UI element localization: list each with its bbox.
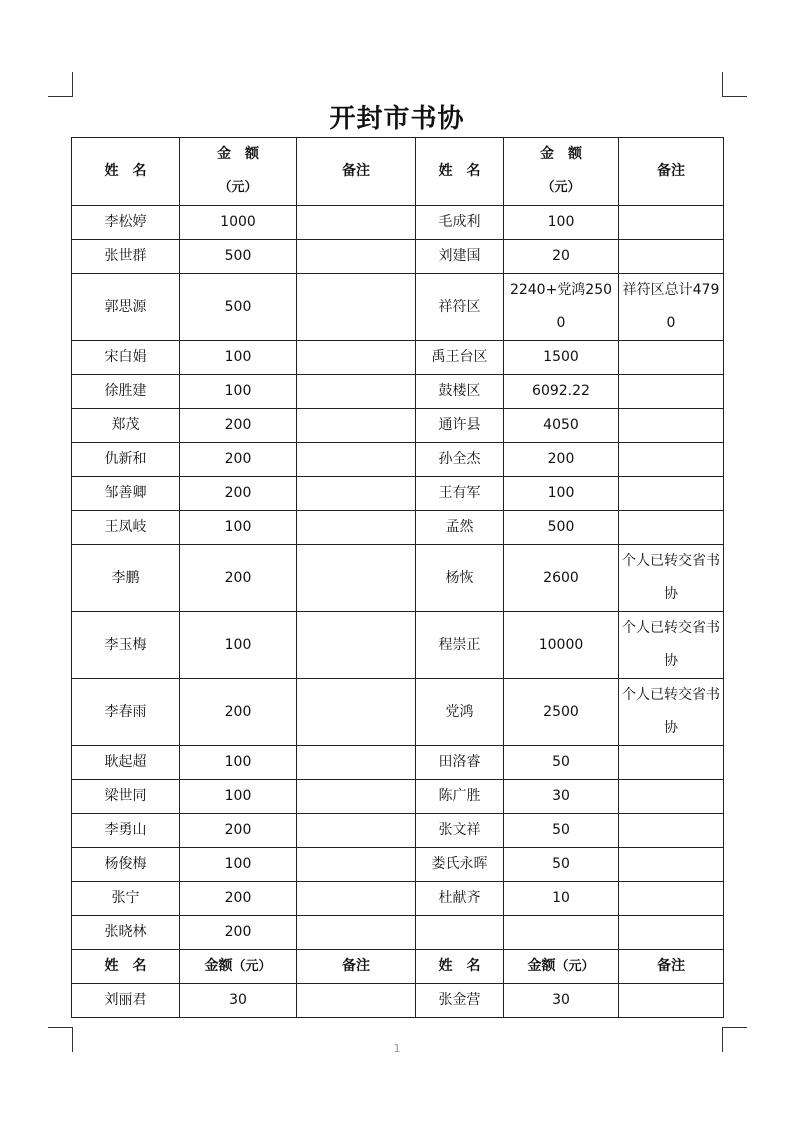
cell-name-right: 孙全杰 <box>416 443 504 477</box>
cell-name-left: 徐胜建 <box>72 375 180 409</box>
cell-amount-left: 200 <box>180 916 297 950</box>
cell-note-right <box>619 375 724 409</box>
cell-note-left <box>297 780 416 814</box>
table-row <box>72 240 724 274</box>
crop-mark-top-left <box>48 72 73 97</box>
cell-note-left <box>297 375 416 409</box>
cell-note-right <box>619 206 724 240</box>
cell-name-left: 张宁 <box>72 882 180 916</box>
cell-amount-right: 50 <box>504 848 619 882</box>
table-row <box>72 780 724 814</box>
cell-name-left: 郑茂 <box>72 409 180 443</box>
cell-amount-right: 6092.22 <box>504 375 619 409</box>
cell-note-right <box>619 443 724 477</box>
table-row <box>72 545 724 612</box>
table-row <box>72 916 724 950</box>
cell-amount-right: 50 <box>504 746 619 780</box>
cell-name-right: 田洛睿 <box>416 746 504 780</box>
cell-name-left: 邹善卿 <box>72 477 180 511</box>
cell-name-right: 张金营 <box>416 984 504 1018</box>
cell-note-right <box>619 814 724 848</box>
header2-amount-right: 金额（元） <box>504 950 619 984</box>
table-body <box>72 206 724 950</box>
cell-note-left <box>297 240 416 274</box>
header2-note-left: 备注 <box>297 950 416 984</box>
cell-name-left: 耿起超 <box>72 746 180 780</box>
table-row <box>72 848 724 882</box>
header2-amount-left: 金额（元） <box>180 950 297 984</box>
cell-name-right: 娄氏永晖 <box>416 848 504 882</box>
header-note-left: 备注 <box>297 138 416 206</box>
cell-amount-left: 200 <box>180 679 297 746</box>
cell-note-left <box>297 206 416 240</box>
table-row <box>72 511 724 545</box>
cell-note-right <box>619 848 724 882</box>
cell-amount-right: 2600 <box>504 545 619 612</box>
header-row <box>72 138 724 206</box>
header2-note-right: 备注 <box>619 950 724 984</box>
table-row <box>72 814 724 848</box>
cell-amount-left: 200 <box>180 882 297 916</box>
cell-name-left: 张世群 <box>72 240 180 274</box>
cell-note-right <box>619 409 724 443</box>
page-number: 1 <box>393 1042 401 1055</box>
cell-note-left <box>297 511 416 545</box>
cell-note-right <box>619 984 724 1018</box>
cell-name-left: 仇新和 <box>72 443 180 477</box>
header-unit-left: （元） <box>218 180 258 195</box>
cell-note-left <box>297 612 416 679</box>
cell-note-right: 个人已转交省书协 <box>619 679 724 746</box>
cell-amount-left: 500 <box>180 240 297 274</box>
cell-amount-right <box>504 916 619 950</box>
cell-note-left <box>297 848 416 882</box>
crop-mark-top-right <box>722 72 747 97</box>
header-amount-left: 金 额 （元） <box>180 138 297 206</box>
cell-name-right: 禹王台区 <box>416 341 504 375</box>
table-row <box>72 206 724 240</box>
cell-note-right <box>619 780 724 814</box>
cell-note-right <box>619 882 724 916</box>
cell-amount-left: 200 <box>180 477 297 511</box>
cell-note-right <box>619 916 724 950</box>
cell-name-right: 孟然 <box>416 511 504 545</box>
cell-name-left: 李玉梅 <box>72 612 180 679</box>
cell-name-left: 李松婷 <box>72 206 180 240</box>
cell-amount-right: 50 <box>504 814 619 848</box>
table-body-2 <box>72 984 724 1018</box>
table-row <box>72 443 724 477</box>
table-row <box>72 274 724 341</box>
cell-note-left <box>297 984 416 1018</box>
cell-note-right: 个人已转交省书协 <box>619 545 724 612</box>
cell-note-left <box>297 545 416 612</box>
cell-name-left: 张晓林 <box>72 916 180 950</box>
cell-amount-right: 1500 <box>504 341 619 375</box>
cell-note-left <box>297 882 416 916</box>
cell-note-left <box>297 814 416 848</box>
cell-note-left <box>297 341 416 375</box>
cell-amount-right: 20 <box>504 240 619 274</box>
cell-amount-left: 200 <box>180 443 297 477</box>
cell-name-right: 杜献齐 <box>416 882 504 916</box>
cell-name-right: 党鸿 <box>416 679 504 746</box>
cell-amount-left: 30 <box>180 984 297 1018</box>
cell-amount-right: 100 <box>504 477 619 511</box>
cell-amount-right: 100 <box>504 206 619 240</box>
cell-note-right <box>619 240 724 274</box>
cell-name-right: 祥符区 <box>416 274 504 341</box>
cell-amount-left: 500 <box>180 274 297 341</box>
header-row-2 <box>72 950 724 984</box>
cell-amount-right: 10000 <box>504 612 619 679</box>
cell-note-right: 祥符区总计4790 <box>619 274 724 341</box>
cell-note-left <box>297 274 416 341</box>
cell-amount-left: 200 <box>180 545 297 612</box>
cell-amount-left: 100 <box>180 746 297 780</box>
table-row <box>72 612 724 679</box>
cell-name-right: 程崇正 <box>416 612 504 679</box>
cell-name-left: 杨俊梅 <box>72 848 180 882</box>
cell-name-right <box>416 916 504 950</box>
cell-note-left <box>297 477 416 511</box>
header-name-right: 姓 名 <box>416 138 504 206</box>
cell-amount-left: 100 <box>180 511 297 545</box>
cell-note-left <box>297 443 416 477</box>
cell-note-right <box>619 477 724 511</box>
cell-name-right: 鼓楼区 <box>416 375 504 409</box>
cell-name-right: 毛成利 <box>416 206 504 240</box>
cell-name-left: 刘丽君 <box>72 984 180 1018</box>
donation-table <box>71 137 724 1018</box>
cell-name-left: 梁世同 <box>72 780 180 814</box>
cell-note-left <box>297 746 416 780</box>
cell-amount-right: 2500 <box>504 679 619 746</box>
table-row <box>72 375 724 409</box>
cell-name-right: 陈广胜 <box>416 780 504 814</box>
cell-name-left: 李鹏 <box>72 545 180 612</box>
header-unit-right: （元） <box>541 180 581 195</box>
header2-name-right: 姓 名 <box>416 950 504 984</box>
page-title: 开封市书协 <box>329 104 465 134</box>
cell-name-right: 刘建国 <box>416 240 504 274</box>
cell-amount-left: 1000 <box>180 206 297 240</box>
cell-name-right: 通许县 <box>416 409 504 443</box>
header-name-left: 姓 名 <box>72 138 180 206</box>
cell-amount-left: 100 <box>180 848 297 882</box>
cell-amount-right: 2240+党鸿2500 <box>504 274 619 341</box>
cell-amount-right: 10 <box>504 882 619 916</box>
cell-note-right <box>619 511 724 545</box>
cell-note-left <box>297 679 416 746</box>
table-row <box>72 984 724 1018</box>
cell-name-left: 郭思源 <box>72 274 180 341</box>
table-row <box>72 341 724 375</box>
header2-name-left: 姓 名 <box>72 950 180 984</box>
cell-note-right: 个人已转交省书协 <box>619 612 724 679</box>
cell-name-right: 杨恢 <box>416 545 504 612</box>
table-row <box>72 679 724 746</box>
cell-name-left: 宋白娟 <box>72 341 180 375</box>
header-amount-right: 金 额 （元） <box>504 138 619 206</box>
cell-amount-left: 100 <box>180 341 297 375</box>
cell-name-left: 李春雨 <box>72 679 180 746</box>
cell-note-right <box>619 746 724 780</box>
cell-amount-left: 100 <box>180 375 297 409</box>
cell-name-left: 李勇山 <box>72 814 180 848</box>
cell-amount-left: 100 <box>180 780 297 814</box>
cell-amount-left: 200 <box>180 814 297 848</box>
cell-amount-right: 4050 <box>504 409 619 443</box>
cell-note-left <box>297 409 416 443</box>
cell-note-right <box>619 341 724 375</box>
cell-name-right: 张文祥 <box>416 814 504 848</box>
cell-amount-right: 30 <box>504 780 619 814</box>
cell-amount-right: 30 <box>504 984 619 1018</box>
cell-name-left: 王凤岐 <box>72 511 180 545</box>
table-row <box>72 409 724 443</box>
table-row <box>72 882 724 916</box>
cell-name-right: 王有军 <box>416 477 504 511</box>
cell-amount-left: 200 <box>180 409 297 443</box>
cell-amount-left: 100 <box>180 612 297 679</box>
header-note-right: 备注 <box>619 138 724 206</box>
table-row <box>72 477 724 511</box>
table-row <box>72 746 724 780</box>
cell-amount-right: 200 <box>504 443 619 477</box>
cell-note-left <box>297 916 416 950</box>
cell-amount-right: 500 <box>504 511 619 545</box>
